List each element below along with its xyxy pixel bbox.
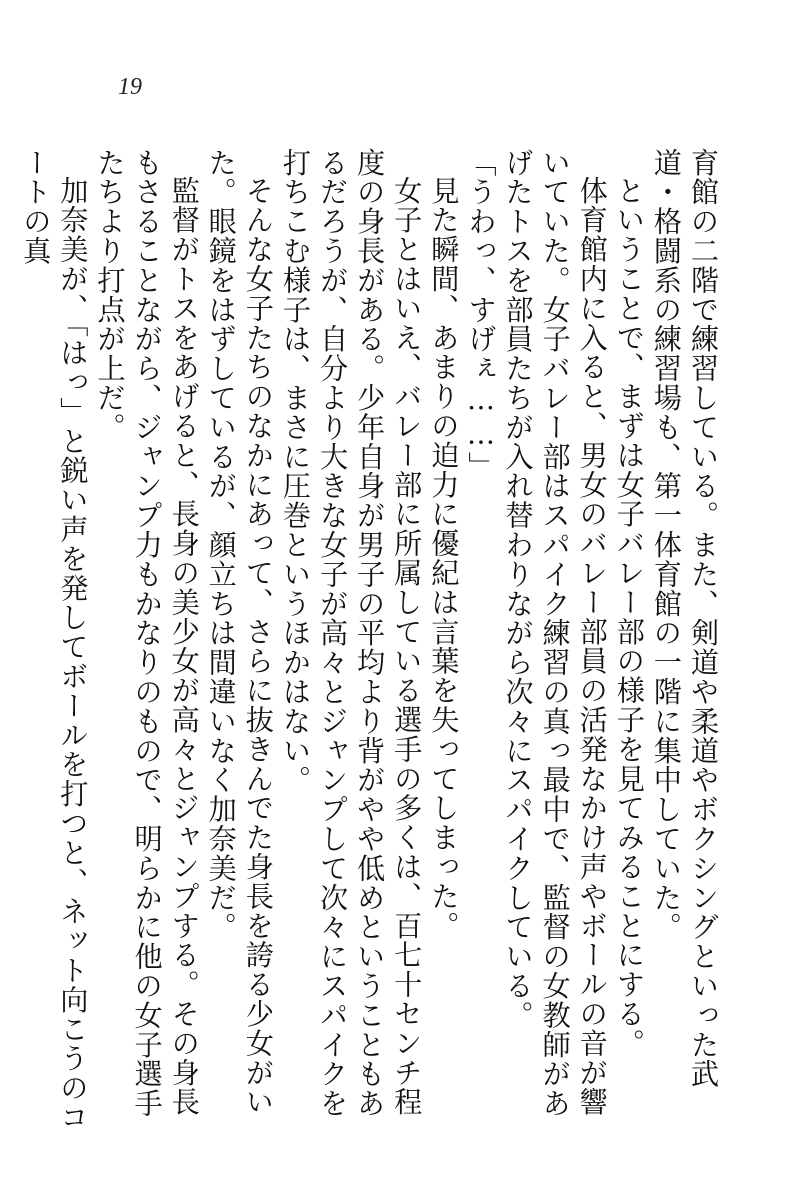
paragraph-1: 育館の二階で練習している。また、剣道や柔道やボクシングといった武道・格闘系の練習場も、第一体育館の一階に集中していた。 [649,148,720,1089]
paragraph-7: そんな女子たちのなかにあって、さらに抜きんでた身長を誇る少女がいた。眼鏡をはずしているが、顔立ちは間違いなく加奈美だ。 [204,148,275,1117]
dialogue-line: 「うわっ、すげぇ……」 [464,148,498,481]
paragraph-8: 監督がトスをあげると、長身の美少女が高々とジャンプする。その身長もさることながら、ジャンプ力もかなりのもので、明らかに他の女子選手たちより打点が上だ。 [93,148,201,1119]
novel-body-text [17,148,722,1138]
page-number: 19 [118,74,142,100]
paragraph-3: 体育館内に入ると、男女のバレー部員の活発なかけ声やボールの音が響いていた。女子バレー部はスパイク練習の真っ最中で、監督の女教師があげたトスを部員たちが入れ替わりながら次々にスパイクしている。 [501,148,609,1119]
paragraph-6: 女子とはいえ、バレー部に所属している選手の多くは、百七十センチ程度の身長がある。少年自身が男子の平均より背がやや低めということもあるだろうが、自分より大きな女子が高々とジャンプして次々にスパイクを打ちこむ様子は、まさに圧巻というほかはない。 [278,148,424,1119]
paragraph-5: 見た瞬間、あまりの迫力に優紀は言葉を失ってしまった。 [427,176,461,941]
paragraph-2: ということで、まずは女子バレー部の様子を見てみることにする。 [612,176,646,1059]
paragraph-9: 加奈美が、「はっ」と鋭い声を発してボールを打つと、ネット向こうのコートの真 [19,148,90,1133]
